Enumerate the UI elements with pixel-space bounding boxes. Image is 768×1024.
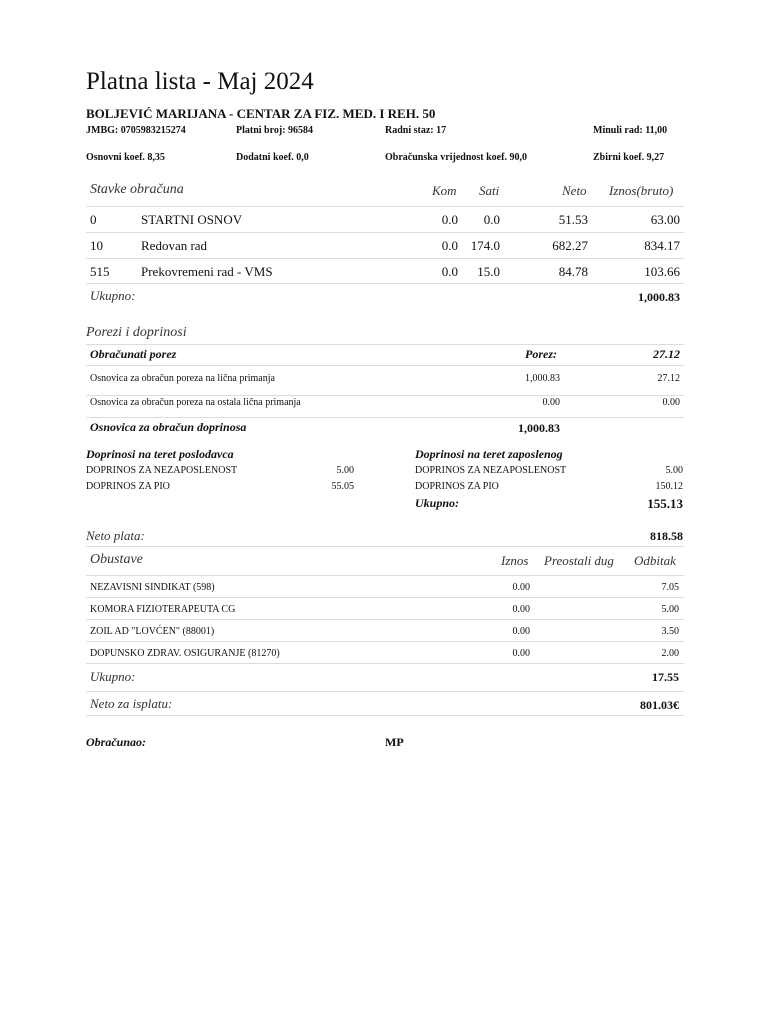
osnovica-row-label: Osnovica za obračun poreza na ostala lična primanja xyxy=(90,397,301,408)
divider xyxy=(86,258,684,259)
obustava-iznos: 0.00 xyxy=(512,648,530,659)
minuli-rad: Minuli rad: 11,00 xyxy=(593,125,668,136)
osnovni-koef: Osnovni koef. 8,35 xyxy=(86,152,165,163)
col-sati: Sati xyxy=(479,183,500,198)
divider xyxy=(86,619,684,620)
stavka-iznos: 834.17 xyxy=(644,238,680,253)
neto-plata-label: Neto plata: xyxy=(86,528,145,543)
stavka-iznos: 63.00 xyxy=(650,212,680,227)
doprinos-value: 5.00 xyxy=(336,465,354,476)
employee-name: BOLJEVIĆ MARIJANA - CENTAR ZA FIZ. MED. I REH. 50 xyxy=(86,106,436,121)
radni-staz: Radni staz: 17 xyxy=(385,125,447,136)
divider xyxy=(86,232,684,233)
zbirni-koef: Zbirni koef. 9,27 xyxy=(593,152,665,163)
mp-label: MP xyxy=(385,735,404,749)
doprinosi-zaposlenog-heading: Doprinosi na teret zaposlenog xyxy=(415,447,563,461)
stavke-heading: Stavke obračuna xyxy=(90,182,184,197)
stavka-neto: 682.27 xyxy=(552,238,588,253)
divider xyxy=(86,395,684,396)
stavka-name: Redovan rad xyxy=(141,238,208,253)
stavka-kom: 0.0 xyxy=(441,238,458,253)
obracunska-vrijednost: Obračunska vrijednost koef. 90,0 xyxy=(385,152,527,163)
obracunao-label: Obračunao: xyxy=(86,735,147,749)
obracunati-porez-label: Obračunati porez xyxy=(90,347,177,361)
doprinosi-poslodavca-heading: Doprinosi na teret poslodavca xyxy=(86,447,234,461)
osnovica-doprinosa-value: 1,000.83 xyxy=(518,421,560,435)
col-odbitak: Odbitak xyxy=(634,553,676,568)
obustava-name: DOPUNSKO ZDRAV. OSIGURANJE (81270) xyxy=(90,648,280,659)
doprinos-label: DOPRINOS ZA PIO xyxy=(415,481,499,492)
col-preostali-dug: Preostali dug xyxy=(544,553,614,568)
osnovica-row-porez: 27.12 xyxy=(657,373,680,384)
stavka-code: 0 xyxy=(90,212,97,227)
doprinosi-ukupno-value: 155.13 xyxy=(647,496,683,511)
col-neto: Neto xyxy=(562,183,587,198)
osnovica-row-value: 0.00 xyxy=(542,397,560,408)
doprinos-value: 55.05 xyxy=(331,481,354,492)
col-iznos: Iznos xyxy=(501,553,529,568)
doprinos-label: DOPRINOS ZA NEZAPOSLENOST xyxy=(415,465,567,476)
divider xyxy=(86,597,684,598)
osnovica-row-label: Osnovica za obračun poreza na lična primanja xyxy=(90,373,275,384)
stavka-iznos: 103.66 xyxy=(644,264,680,279)
col-kom: Kom xyxy=(432,183,457,198)
divider xyxy=(86,691,684,692)
obustava-name: ZOIL AD "LOVĆEN" (88001) xyxy=(90,626,215,637)
neto-plata-value: 818.58 xyxy=(650,529,683,543)
divider xyxy=(86,641,684,642)
porez-label: Porez: xyxy=(525,347,557,361)
divider xyxy=(86,206,684,207)
doprinos-label: DOPRINOS ZA NEZAPOSLENOST xyxy=(86,465,238,476)
platni-broj: Platni broj: 96584 xyxy=(236,125,314,136)
stavka-name: STARTNI OSNOV xyxy=(141,212,243,227)
doprinos-value: 5.00 xyxy=(665,465,683,476)
porez-value: 27.12 xyxy=(653,347,680,361)
doprinosi-ukupno-label: Ukupno: xyxy=(415,496,460,510)
col-iznos: Iznos(bruto) xyxy=(609,183,674,198)
porezi-heading: Porezi i doprinosi xyxy=(86,325,187,340)
obustava-odbitak: 3.50 xyxy=(661,626,679,637)
osnovica-row-value: 1,000.83 xyxy=(525,373,560,384)
doprinos-value: 150.12 xyxy=(655,481,683,492)
stavka-sati: 174.0 xyxy=(470,238,500,253)
stavka-kom: 0.0 xyxy=(441,264,458,279)
stavka-sati: 15.0 xyxy=(477,264,500,279)
osnovica-doprinosa-label: Osnovica za obračun doprinosa xyxy=(90,420,247,434)
obustave-heading: Obustave xyxy=(90,552,143,567)
stavka-neto: 84.78 xyxy=(558,264,588,279)
stavka-code: 10 xyxy=(90,238,103,253)
obustave-total-label: Ukupno: xyxy=(90,669,136,684)
obustava-name: NEZAVISNI SINDIKAT (598) xyxy=(90,582,215,593)
stavka-code: 515 xyxy=(90,264,110,279)
dodatni-koef: Dodatni koef. 0,0 xyxy=(236,152,309,163)
osnovica-row-porez: 0.00 xyxy=(662,397,680,408)
obustava-name: KOMORA FIZIOTERAPEUTA CG xyxy=(90,604,236,615)
divider xyxy=(86,575,684,576)
divider xyxy=(86,663,684,664)
divider xyxy=(86,546,684,547)
stavka-kom: 0.0 xyxy=(441,212,458,227)
stavka-sati: 0.0 xyxy=(483,212,500,227)
obustava-iznos: 0.00 xyxy=(512,604,530,615)
neto-isplata-label: Neto za isplatu: xyxy=(90,696,173,711)
obustava-iznos: 0.00 xyxy=(512,582,530,593)
divider xyxy=(86,283,684,284)
jmbg: JMBG: 0705983215274 xyxy=(86,125,186,136)
stavke-total-value: 1,000.83 xyxy=(638,290,680,304)
divider xyxy=(86,344,684,345)
obustava-iznos: 0.00 xyxy=(512,626,530,637)
obustava-odbitak: 2.00 xyxy=(661,648,679,659)
stavka-neto: 51.53 xyxy=(558,212,588,227)
divider xyxy=(86,417,684,418)
divider xyxy=(86,715,684,716)
divider xyxy=(86,365,684,366)
page-title: Platna lista - Maj 2024 xyxy=(86,68,314,95)
obustave-total-value: 17.55 xyxy=(652,670,679,684)
neto-isplata-value: 801.03€ xyxy=(640,698,679,712)
stavka-name: Prekovremeni rad - VMS xyxy=(141,264,273,279)
stavke-total-label: Ukupno: xyxy=(90,288,136,303)
obustava-odbitak: 7.05 xyxy=(661,582,679,593)
obustava-odbitak: 5.00 xyxy=(661,604,679,615)
doprinos-label: DOPRINOS ZA PIO xyxy=(86,481,170,492)
